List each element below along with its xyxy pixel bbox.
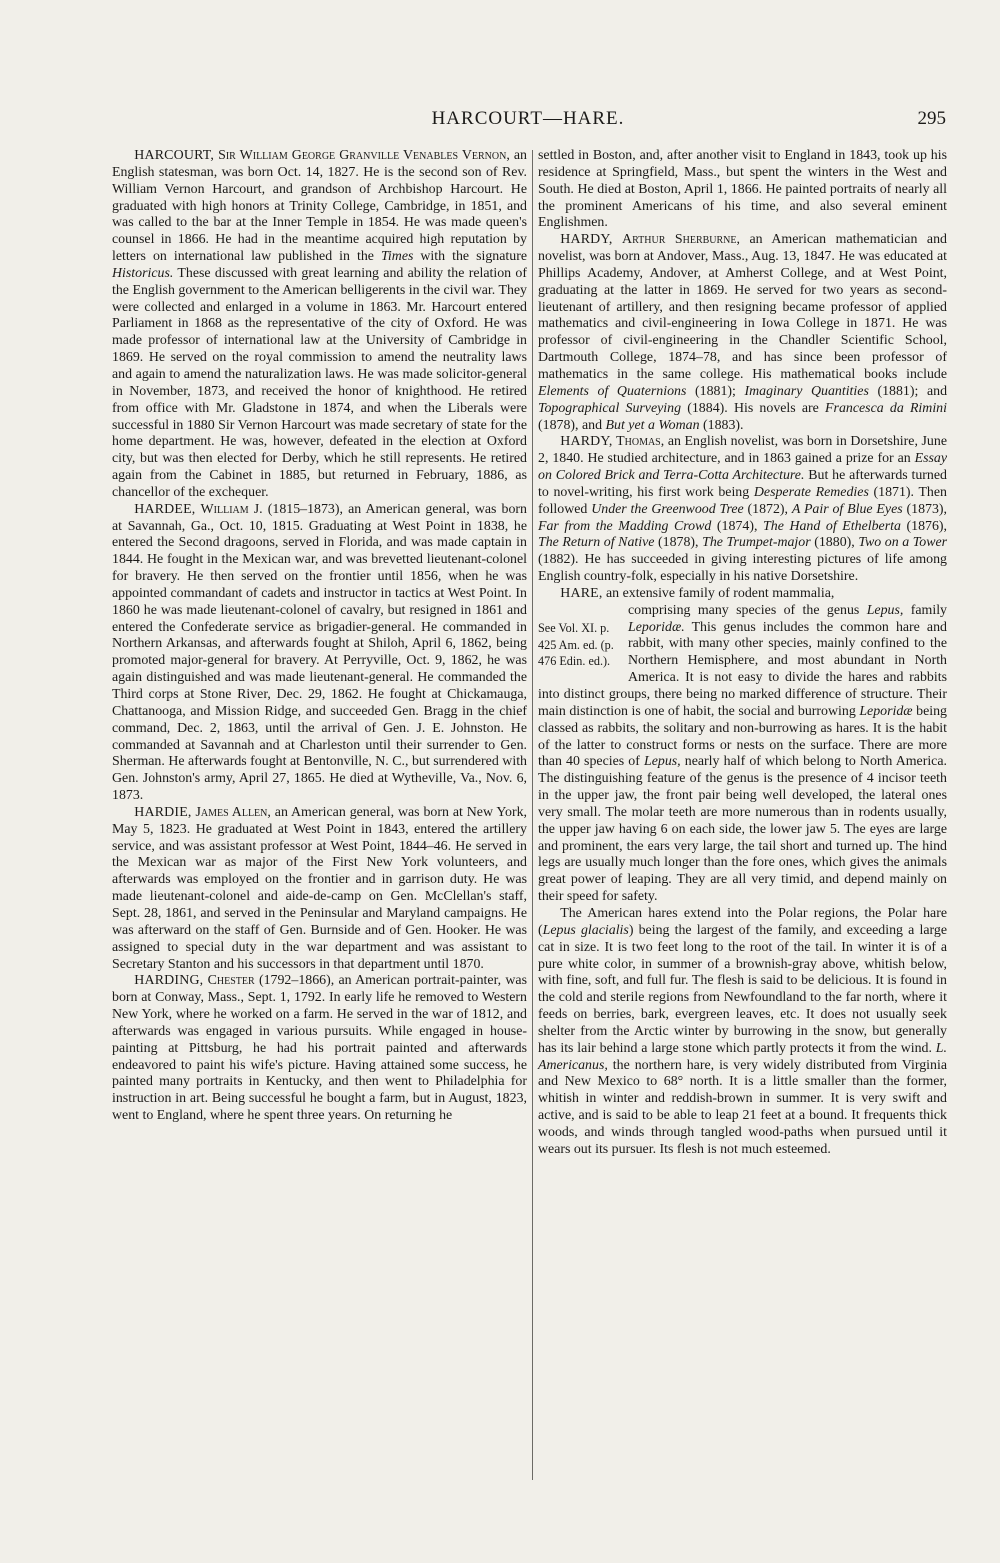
hardy-thomas-text-1: an English novelist, was born in Dorsetshire, June 2, 1840. He studied architecture, and in 1863 gained a prize for an bbox=[538, 434, 947, 467]
hare-text-lead: an extensive family of rodent mammalia, bbox=[602, 585, 835, 601]
harding-continuation: settled in Boston, and, after another visit to England in 1843, took up his residence at Springfield, Mass., but spent the winters in the West and South. He died at Boston, April 1, 1866. He painted portraits of nearly all the prominent Americans of his time, and also several eminent Englishmen. bbox=[538, 148, 947, 231]
hardy-arthur-text-2: (1881); bbox=[686, 383, 745, 399]
entry-hare bbox=[538, 586, 947, 603]
harcourt-text-2: with the signature bbox=[413, 249, 528, 265]
hare-sidenote: See Vol. XI. p. 425 Am. ed. (p. 476 Edin. ed.). bbox=[538, 620, 614, 669]
hardy-arthur-text-1: an American mathematician and novelist, was born at Andover, Mass., Aug. 13, 1847. He was educated at Phillips Academy, Andover, at Amherst College, and at West Point, graduating at the latter in 1869. He served for two years as second-lieutenant of artillery, and then resigning became professor of applied mathematics and civil-engineering in Iowa College in 1871. He was professor of civil-engineering in the Chandler Scientific School, Dartmouth College, 1874–78, and has since been professor of mathematics in the same college. His mathematical books include bbox=[538, 232, 947, 382]
headword-hardy-thomas: HARDY, bbox=[560, 434, 613, 450]
hare2-glacialis: Lepus glacialis bbox=[542, 922, 629, 938]
headword-harding: HARDING, bbox=[134, 973, 204, 989]
hare-text-4: being classed as rabbits, the solitary and non-burrowing as hares. It is the habit of the latter to construct forms or nests on the surface. There are more than 40 species of bbox=[538, 703, 947, 770]
harcourt-full-name: Sir William George Granville Venables Vernon, bbox=[218, 148, 510, 163]
hardy-thomas-book-4: Far from the Madding Crowd bbox=[538, 518, 712, 534]
hardy-thomas-text-8: (1878), bbox=[654, 535, 703, 551]
column-divider bbox=[532, 150, 533, 1480]
entry-hare-paragraph-2 bbox=[538, 906, 947, 1159]
hardy-arthur-book-1: Elements of Quaternions bbox=[538, 383, 687, 399]
headword-harcourt: HARCOURT, bbox=[134, 148, 215, 163]
entry-harding bbox=[112, 973, 527, 1125]
headword-hardy-arthur: HARDY, bbox=[560, 232, 613, 248]
page-number: 295 bbox=[917, 108, 946, 129]
harcourt-text-3: These discussed with great learning and ability the relation of the English government to the American belligerents in the civil war. They were collected and enlarged in a volume in 1863. Mr. Harcourt entered Parliament in 1868 as the representative of the city of Oxford. He was made professor of international law at the University of Cambridge in 1869. He served on the royal commission to amend the neutrality laws and again to amend the naturalization laws. He was made solicitor-general in November, 1873, and received the honor of knighthood. He retired from office with Mr. Gladstone in 1874, and when the Liberals were successful in 1880 Sir Vernon Harcourt was made secretary of state for the home department. He was, however, defeated in the election at Oxford city, but was then elected for Derby, which he still represents. He retired again from the Cabinet in 1885, but returned in February, 1886, as chancellor of the exchequer. bbox=[112, 265, 527, 500]
hardy-arthur-book-5: But yet a Woman bbox=[605, 417, 700, 433]
hardy-arthur-text-4: (1884). His novels are bbox=[681, 400, 826, 416]
hare-text-3: This genus includes the common hare and rabbit, with many other species, mainly confined to the Northern Hemisphere, and most abundant in North America. It is not easy to divide the hares and rabbits into distinct groups, there being no marked difference of structure. Their main distinction is one of habit, the social and burrowing bbox=[538, 619, 947, 719]
hare2-americanus: L. Americanus, bbox=[538, 1040, 947, 1073]
hardy-thomas-text-2: But he afterwards turned to novel-writing, his first work being bbox=[538, 468, 947, 500]
headword-hardie: HARDIE, bbox=[134, 804, 192, 820]
hardy-thomas-text-3: (1871). Then followed bbox=[538, 484, 947, 517]
hardy-thomas-book-3: A Pair of Blue Eyes bbox=[791, 501, 903, 517]
hare-text-2: family bbox=[903, 602, 947, 618]
hare2-text-2: ) being the largest of the family, and exceeding a large cat in size. It is two feet long to the root of the tail. In winter it is of a pure white color, in summer of a brownish-gray above, whitish below, with fine, soft, and full fur. The flesh is said to be delicious. It is found in the cold and sterile regions from Newfoundland to the far north, where it feeds on berries, bark, evergreen leaves, etc. It does not usually seek shelter from the Arctic winter by burrowing in the snow, but generally has its lair behind a large stone which partly protects it from the wind. bbox=[538, 922, 947, 1056]
headword-hare: HARE, bbox=[560, 585, 603, 601]
hare-sidenote-wrap bbox=[538, 603, 947, 906]
hardee-name: William J. bbox=[200, 501, 263, 517]
hardy-arthur-text-5: (1878), and bbox=[538, 417, 606, 433]
hare-text-5: nearly half of which belong to North America. The distinguishing feature of the genus is the presence of 4 incisor teeth in the upper jaw, the front pair being well developed, the lateral ones very small. The molar teeth are more numerous than in rodents usually, the upper jaw having 6 on each side, the lower jaw 5. The eyes are large and prominent, the ears very large, the tail short and turned up. The hind legs are usually much longer than the fore ones, which gives the animals great power of leaping. They are all very timid, and depend mainly on their speed for safety. bbox=[538, 754, 947, 905]
hardy-thomas-text-7: (1876), bbox=[900, 518, 948, 534]
harcourt-historicus: Historicus. bbox=[112, 265, 174, 281]
headword-hardee: HARDEE, bbox=[134, 501, 196, 517]
hardy-arthur-book-3: Topographical Surveying bbox=[538, 400, 682, 416]
hardy-arthur-book-2: Imaginary Quantities bbox=[744, 383, 869, 399]
hardie-name: James Allen, bbox=[195, 804, 271, 820]
hardy-arthur-name: Arthur Sherburne, bbox=[622, 232, 740, 248]
hare-lepus: Lepus, bbox=[866, 602, 904, 618]
hardy-arthur-text-6: (1883). bbox=[699, 417, 744, 433]
hardy-thomas-essay: Essay on Colored Brick and Terra-Cotta Architecture. bbox=[538, 451, 947, 484]
hardee-text: (1815–1873), an American general, was born at Savannah, Ga., Oct. 10, 1815. Graduating at West Point in 1838, he entered the Second dragoons, served in Florida, and was made captain in 1844. He fought in the Mexican war, and was brevetted lieutenant-colonel for bravery. He then served on the frontier until 1856, when he was appointed commandant of cadets and instructor in tactics at West Point. In 1860 he was made lieutenant-colonel of cavalry, but resigned in 1861 and entered the Confederate service as brigadier-general. He commanded in Northern Arkansas, and afterwards fought at Shiloh, April 6, 1862, being promoted major-general for bravery. At Perryville, Oct. 9, 1862, he was again distinguished and was made lieutenant-general. He commanded the Third corps at Stone River, Dec. 29, 1862. He fought at Chickamauga, Chattanooga, and Mission Ridge, and succeeded Gen. Bragg in the chief command, Dec. 2, 1863, until the arrival of Gen. J. E. Johnston. He commanded at Savannah and at Charleston until their surrender to Gen. Sherman. He afterwards fought at Bentonville, N. C., but surrendered with Gen. Johnston's army, April 27, 1865. He died at Wytheville, Va., Nov. 6, 1873. bbox=[112, 501, 527, 804]
hare-leporidae: Leporidæ. bbox=[628, 619, 685, 635]
hardy-arthur-text-3: (1881); and bbox=[868, 383, 948, 399]
harding-name: Chester bbox=[207, 973, 255, 989]
hare-text-1: comprising many species of the genus bbox=[628, 602, 867, 618]
harding-text: (1792–1866), an American portrait-painter, was born at Conway, Mass., Sept. 1, 1792. In early life he removed to Western New York, where he worked on a farm. He served in the war of 1812, and afterwards was engaged in various pursuits. While engaged in house-painting at Pittsburg, he had his portrait painted and afterwards endeavored to paint his wife's picture. Having attained some success, he painted many portraits in Kentucky, and then went to Philadelphia for instruction in art. Being successful he bought a farm, but in August, 1823, went to England, where he spent three years. On returning he bbox=[112, 973, 527, 1124]
hare-leporidae-2: Leporidæ bbox=[859, 703, 913, 719]
hardy-thomas-book-2: Under the Greenwood Tree bbox=[591, 501, 744, 517]
entry-hardee bbox=[112, 502, 527, 805]
hardy-thomas-text-5: (1873), bbox=[902, 501, 948, 517]
entry-harcourt bbox=[112, 148, 527, 502]
harcourt-text-1: an English statesman, was born Oct. 14, 1827. He is the second son of Rev. William Vernon Harcourt, and grandson of Archbishop Harcourt. He graduated with high honors at Trinity College, Cambridge, in 1851, and was called to the bar at the Inner Temple in 1854. He was made queen's counsel in 1866. He had in the meantime acquired high reputation by letters on international law published in the bbox=[112, 148, 527, 265]
hare2-text-3: the northern hare, is very widely distributed from Virginia and New Mexico to 68° north. It is a little smaller than the former, whitish in winter and reddish-brown in summer. It is very swift and active, and is said to be able to leap 21 feet at a bound. It frequents thick woods, and winds through tangled wood-paths when pursued until it wears out its pursuer. Its flesh is not much esteemed. bbox=[538, 1057, 947, 1157]
hare2-text-1: The American hares extend into the Polar regions, the Polar hare ( bbox=[538, 905, 947, 938]
hare-lepus-2: Lepus, bbox=[643, 754, 681, 770]
hardy-thomas-name: Thomas, bbox=[616, 434, 665, 450]
harcourt-times: Times bbox=[380, 249, 414, 265]
hardy-arthur-book-4: Francesca da Rimini bbox=[825, 400, 947, 416]
running-title: HARCOURT—HARE. bbox=[431, 108, 625, 129]
hardy-thomas-book-8: Two on a Tower bbox=[858, 535, 948, 551]
running-head bbox=[110, 108, 946, 134]
hardy-thomas-book-1: Desperate Remedies bbox=[753, 484, 869, 500]
left-column bbox=[112, 148, 527, 1125]
hardy-thomas-text-10: (1882). He has succeeded in giving interesting pictures of life among English country-folk, especially in his native Dorsetshire. bbox=[538, 552, 947, 585]
right-column bbox=[538, 148, 947, 1159]
entry-hardy-thomas bbox=[538, 434, 947, 586]
hardy-thomas-text-4: (1872), bbox=[743, 501, 792, 517]
hardy-thomas-book-7: The Trumpet-major bbox=[702, 535, 811, 551]
hardie-text: an American general, was born at New York, May 5, 1823. He graduated at West Point in 1843, entered the artillery service, and was assistant professor at West Point, 1844–46. He served in the Mexican war as major of the First New York volunteers, and afterwards was employed on the frontier and in garrison duty. He was made lieutenant-colonel and aide-de-camp on Gen. McClellan's staff, Sept. 28, 1861, and served in the Peninsular and Maryland campaigns. He was afterward on the staff of Gen. Burnside and of Gen. Hooker. He was assigned to special duty in the war department and was assistant to Secretary Stanton and his successors in that department until 1870. bbox=[112, 804, 527, 972]
hardy-thomas-text-6: (1874), bbox=[711, 518, 764, 534]
hardy-thomas-book-6: The Return of Native bbox=[538, 535, 655, 551]
hardy-thomas-text-9: (1880), bbox=[810, 535, 859, 551]
hardy-thomas-book-5: The Hand of Ethelberta bbox=[763, 518, 901, 534]
entry-hardie bbox=[112, 805, 527, 973]
entry-hardy-arthur bbox=[538, 232, 947, 434]
